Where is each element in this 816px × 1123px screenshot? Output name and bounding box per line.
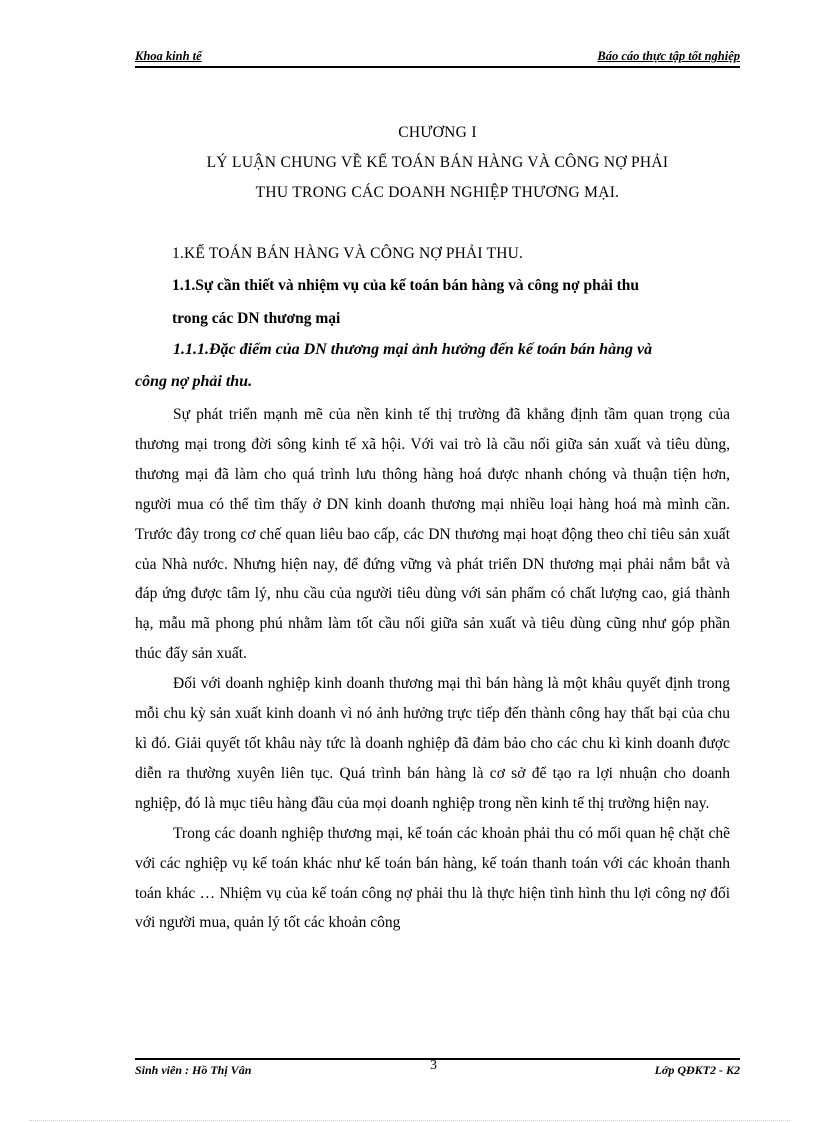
section-1-heading: 1.KẾ TOÁN BÁN HÀNG VÀ CÔNG NỢ PHẢI THU.	[172, 245, 524, 262]
page-header	[135, 48, 740, 68]
page-footer	[135, 1063, 740, 1077]
footer-student: Sinh viên : Hồ Thị Vân	[135, 1063, 252, 1077]
paragraph: Đối với doanh nghiệp kinh doanh thương mại thì bán hàng là một khâu quyết định trong mỗi chu kỳ sản xuất kinh doanh vì nó ảnh hưởng trực tiếp đến thành công hay thất bại của chu kì đó. Giải quyết tốt khâu này tức là doanh nghiệp đã đảm bảo cho các chu kì kinh doanh được diễn ra thường xuyên liên tục. Quá trình bán hàng là cơ sở để tạo ra lợi nhuận cho doanh nghiệp, đó là mục tiêu hàng đầu của mọi doanh nghiệp trong nền kinh tế thị trường hiện nay.	[135, 675, 730, 812]
chapter-title-line2: THU TRONG CÁC DOANH NGHIỆP THƯƠNG MẠI.	[255, 184, 620, 201]
body-text	[135, 400, 730, 938]
chapter-title-line1: LÝ LUẬN CHUNG VỀ KẾ TOÁN BÁN HÀNG VÀ CÔNG NỢ PHẢI	[206, 154, 669, 171]
page-bottom-border	[30, 1120, 790, 1121]
section-1-1-heading-line2: trong các DN thương mại	[172, 310, 341, 327]
header-report-title: Báo cáo thực tập tốt nghiệp	[597, 49, 740, 63]
footer-divider	[135, 1058, 740, 1060]
paragraph: Trong các doanh nghiệp thương mại, kế toán các khoản phải thu có mối quan hệ chặt chẽ với các nghiệp vụ kế toán khác như kế toán bán hàng, kế toán thanh toán với các khoản thanh toán khác … Nhiệm vụ của kế toán công nợ phải thu là thực hiện tình hình thu lợi công nợ đối với người mua, quản lý tốt các khoản công	[135, 824, 730, 932]
section-1-1-1-heading-line1: 1.1.1.Đặc điểm của DN thương mại ảnh hưởng đến kế toán bán hàng và	[173, 341, 653, 358]
paragraph: Sự phát triển mạnh mẽ của nền kinh tế thị trường đã khẳng định tầm quan trọng của thương mại trong đời sông kinh tế xã hội. Với vai trò là cầu nối giữa sản xuất và tiêu dùng, thương mại đã làm cho quá trình lưu thông hàng hoá được nhanh chóng và thuận tiện hơn, người mua có thể tìm thấy ở DN kinh doanh thương mại nhiều loại hàng hoá mà mình cần. Trước đây trong cơ chế quan liêu bao cấp, các DN thương mại hoạt động theo chỉ tiêu sản xuất của Nhà nước. Nhưng hiện nay, để đứng vững và phát triển DN thương mại phải nắm bắt và đáp ứng được tâm lý, nhu cầu của người tiêu dùng với sản phẩm có chất lượng cao, giá thành hạ, mẫu mã phong phú nhằm làm tốt cầu nối giữa sản xuất và tiêu dùng cũng như góp phần thúc đẩy sản xuất.	[135, 406, 730, 663]
footer-class: Lớp QĐKT2 - K2	[654, 1063, 740, 1077]
chapter-number: CHƯƠNG I	[398, 124, 477, 141]
section-1-1-1-heading-line2: công nợ phải thu.	[135, 373, 253, 390]
page-number: 3	[430, 1058, 437, 1073]
header-faculty: Khoa kinh tế	[135, 49, 202, 63]
section-1-1-heading-line1: 1.1.Sự cần thiết và nhiệm vụ của kế toán bán hàng và công nợ phải thu	[172, 277, 640, 294]
